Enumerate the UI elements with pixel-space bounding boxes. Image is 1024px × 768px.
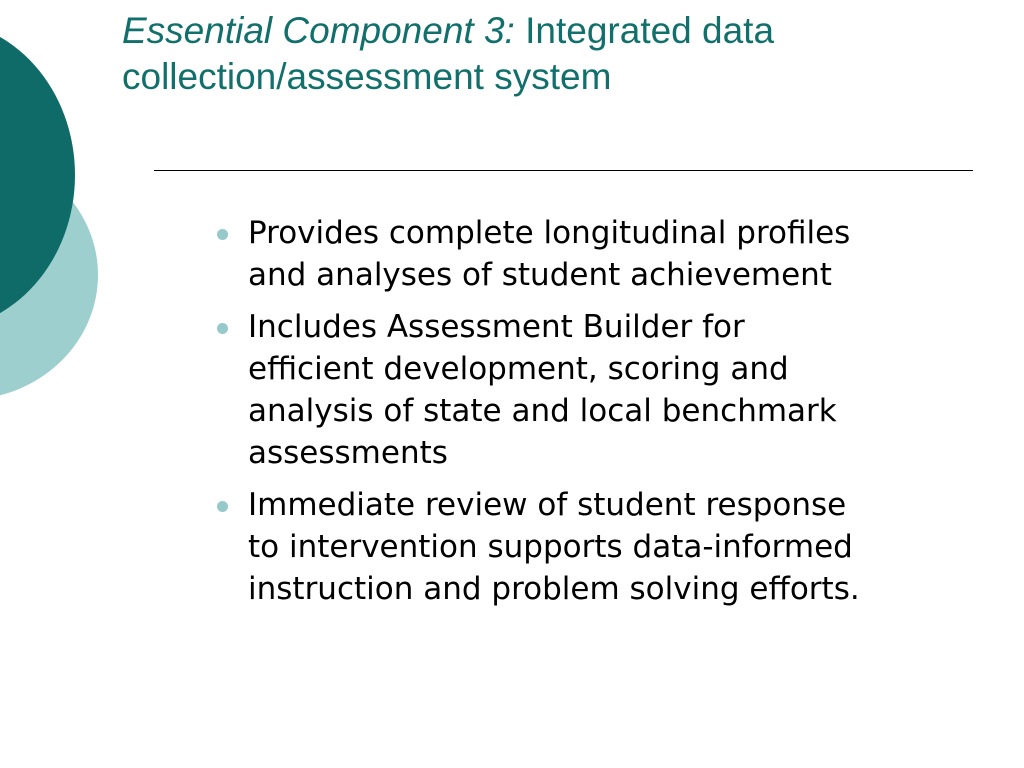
bullet-text: Immediate review of student response to intervention supports data-informed instruction and problem solving efforts. bbox=[248, 487, 860, 607]
bullet-dot-icon bbox=[217, 229, 228, 240]
slide-title bbox=[122, 8, 982, 100]
bullet-item bbox=[216, 484, 996, 610]
title-divider bbox=[154, 170, 973, 171]
bullet-dot-icon bbox=[217, 501, 228, 512]
bullet-dot-icon bbox=[217, 323, 228, 334]
bullet-item bbox=[216, 212, 996, 296]
bullet-text: Includes Assessment Builder for efficient development, scoring and analysis of state and local benchmark assessments bbox=[248, 309, 837, 471]
title-italic-part: Essential Component 3: bbox=[122, 10, 515, 51]
title-main-part: Integrated data collection/assessment system bbox=[122, 10, 775, 97]
bullet-item bbox=[216, 306, 996, 474]
bullet-text: Provides complete longitudinal profiles and analyses of student achievement bbox=[248, 215, 851, 293]
bullet-list bbox=[216, 212, 996, 620]
